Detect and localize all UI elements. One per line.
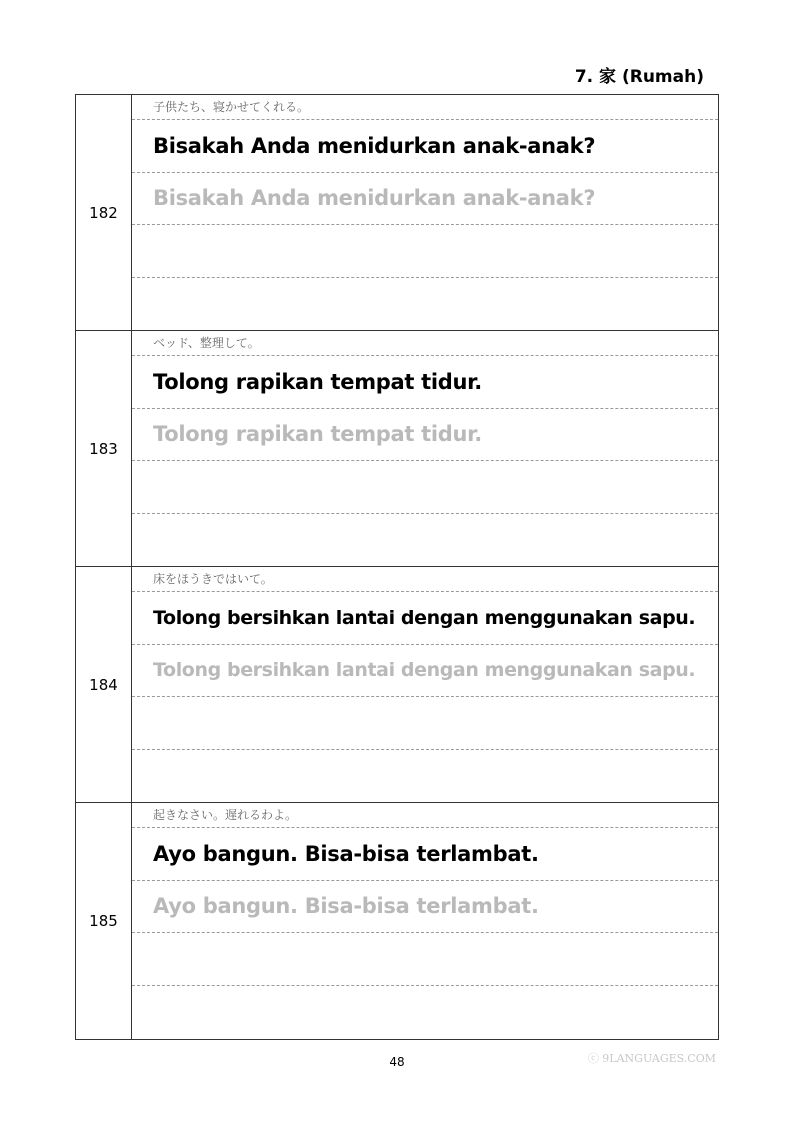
- model-sentence: Tolong bersihkan lantai dengan menggunakan sapu.: [132, 592, 718, 645]
- entry-number: 182: [76, 95, 132, 330]
- blank-writing-line[interactable]: [132, 514, 718, 567]
- model-sentence: Bisakah Anda menidurkan anak-anak?: [132, 120, 718, 173]
- entry-block: [76, 567, 718, 803]
- trace-sentence: Bisakah Anda menidurkan anak-anak?: [132, 173, 718, 226]
- copyright-notice: ⓒ 9LANGUAGES.COM: [587, 1052, 716, 1065]
- model-sentence: Tolong rapikan tempat tidur.: [132, 356, 718, 409]
- blank-writing-line[interactable]: [132, 278, 718, 331]
- japanese-hint: ベッド、整理して。: [132, 331, 718, 356]
- japanese-hint: 床をほうきではいて。: [132, 567, 718, 592]
- blank-writing-line[interactable]: [132, 461, 718, 514]
- blank-writing-line[interactable]: [132, 750, 718, 803]
- trace-sentence: Ayo bangun. Bisa-bisa terlambat.: [132, 881, 718, 934]
- entry-block: [76, 95, 718, 331]
- trace-sentence: Tolong rapikan tempat tidur.: [132, 409, 718, 462]
- entry-number: 185: [76, 803, 132, 1039]
- blank-writing-line[interactable]: [132, 697, 718, 750]
- entry-block: [76, 803, 718, 1040]
- trace-sentence: Tolong bersihkan lantai dengan menggunakan sapu.: [132, 645, 718, 698]
- practice-sheet: [75, 94, 719, 1040]
- entry-lines: [132, 95, 718, 330]
- model-sentence: Ayo bangun. Bisa-bisa terlambat.: [132, 828, 718, 881]
- entry-number: 183: [76, 331, 132, 566]
- entry-number: 184: [76, 567, 132, 802]
- chapter-title: 7. 家 (Rumah): [574, 67, 704, 87]
- japanese-hint: 起きなさい。遅れるわよ。: [132, 803, 718, 828]
- entry-lines: [132, 567, 718, 802]
- entry-block: [76, 331, 718, 567]
- page-number: 48: [389, 1055, 405, 1069]
- blank-writing-line[interactable]: [132, 225, 718, 278]
- japanese-hint: 子供たち、寝かせてくれる。: [132, 95, 718, 120]
- entry-lines: [132, 803, 718, 1039]
- blank-writing-line[interactable]: [132, 933, 718, 986]
- entry-lines: [132, 331, 718, 566]
- blank-writing-line[interactable]: [132, 986, 718, 1039]
